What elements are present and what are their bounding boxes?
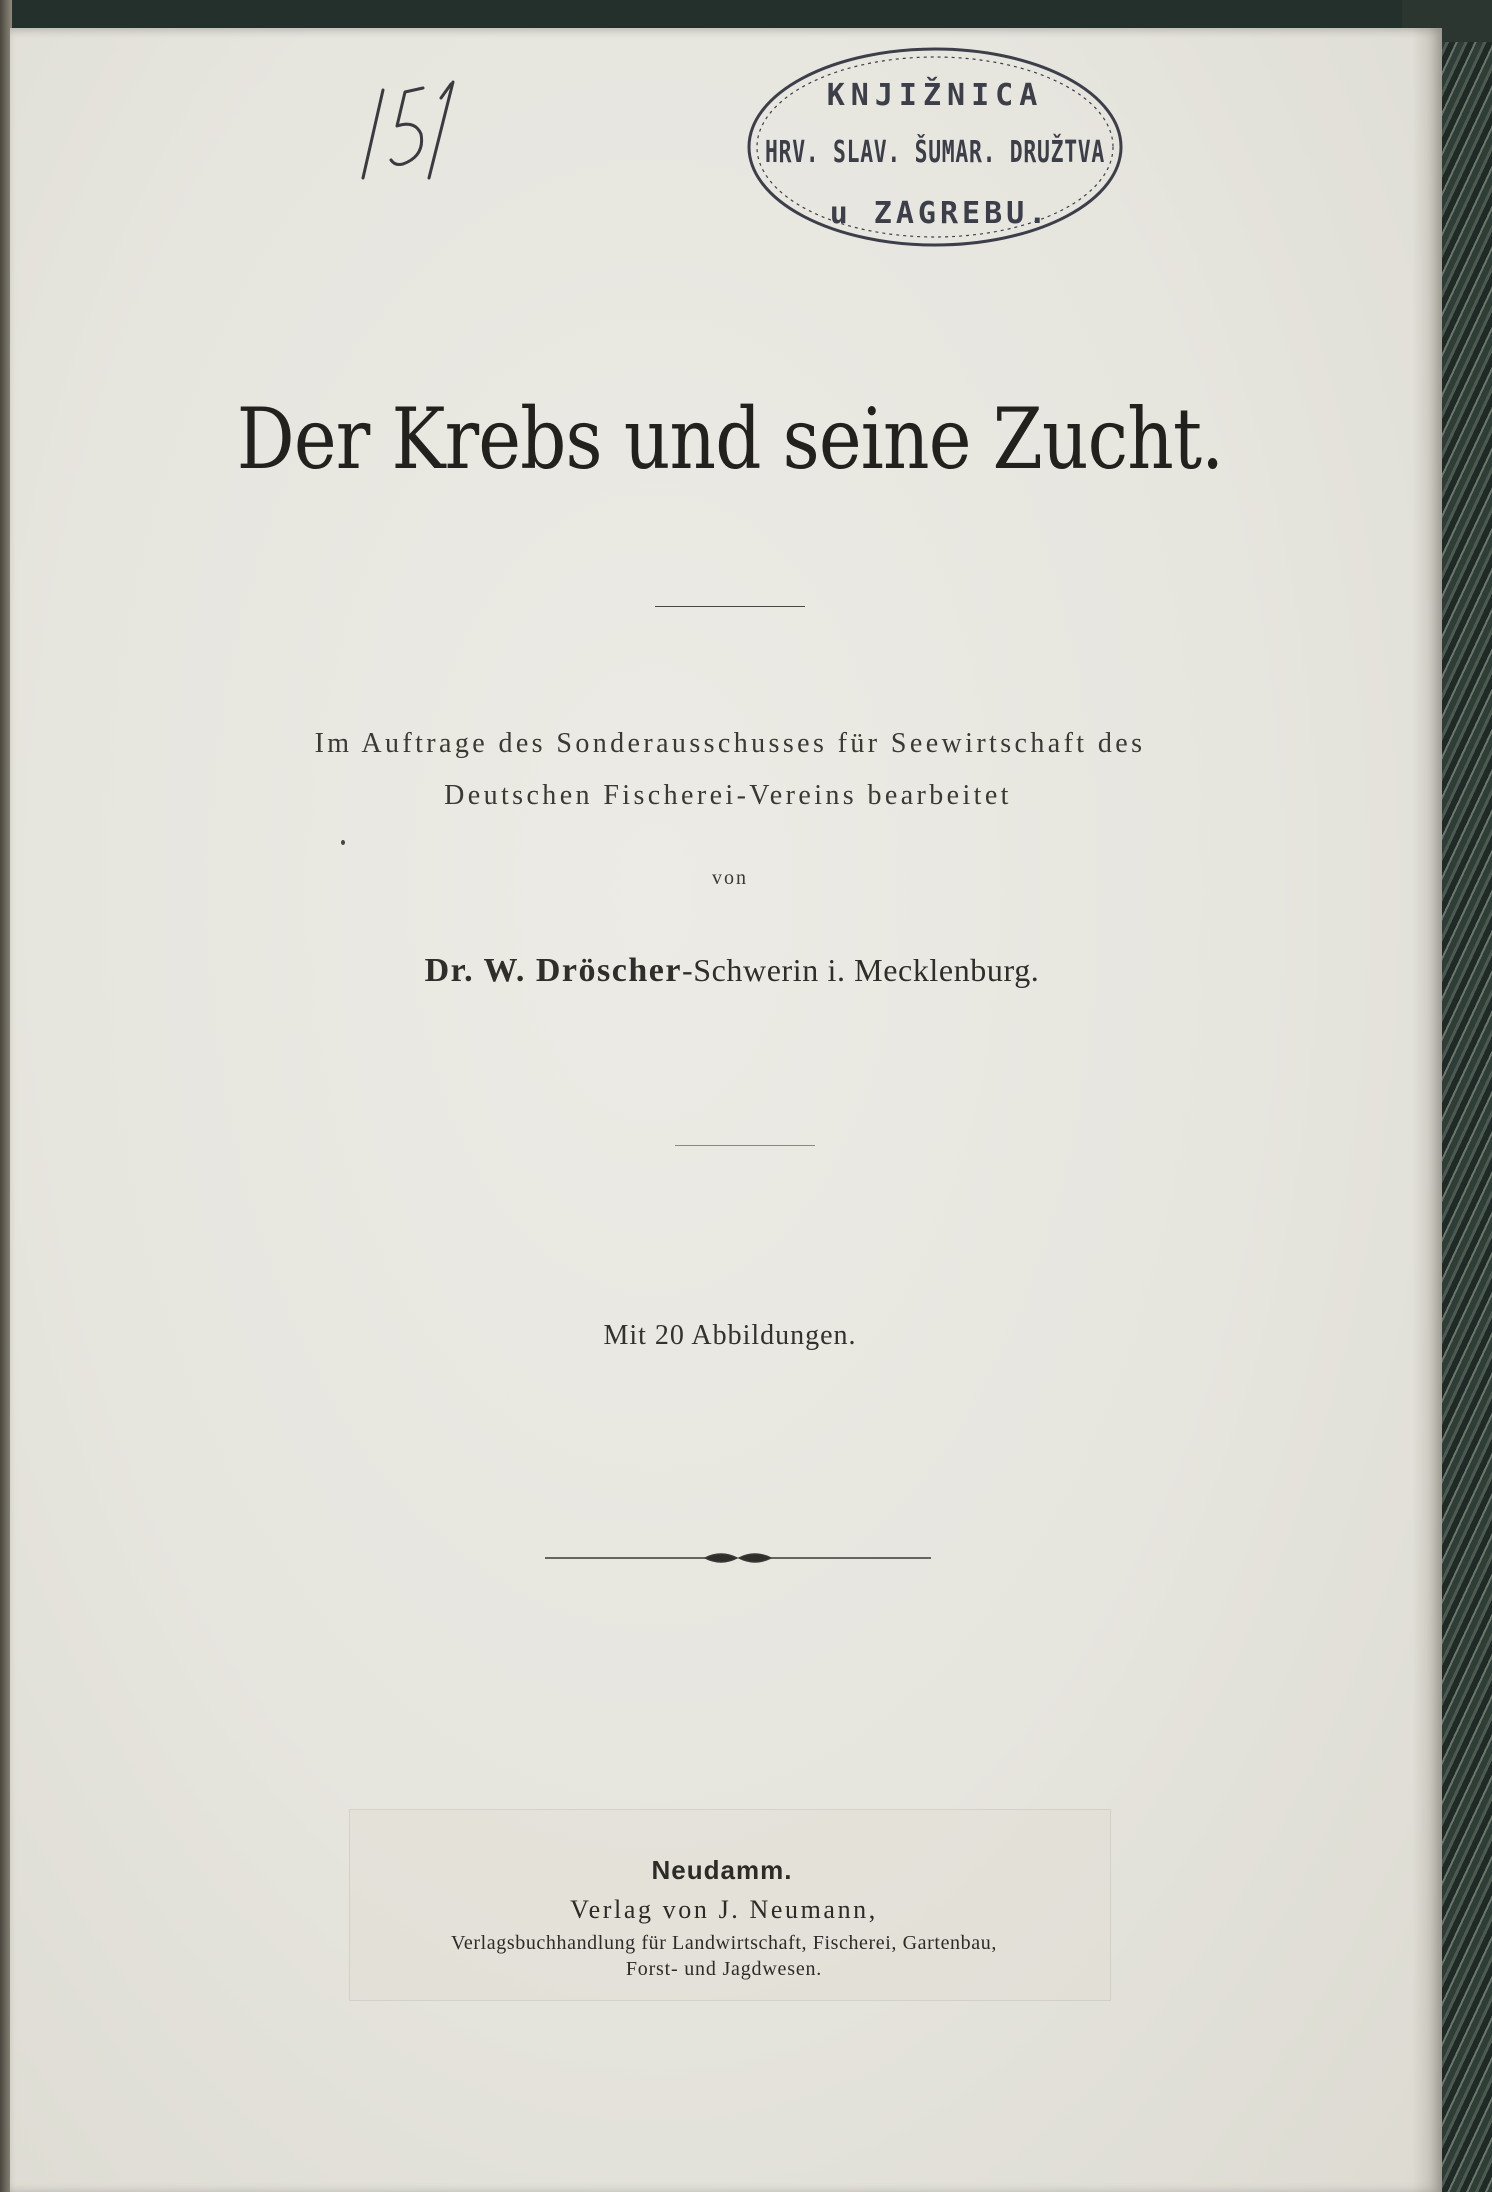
author-divider [675, 1145, 815, 1146]
author-line [2, 952, 1462, 990]
stamp-bottom-text: u ZAGREBU. [829, 196, 1051, 231]
imprint-publisher: Verlag von J. Neumann, [570, 1895, 878, 1924]
library-stamp [740, 35, 1242, 265]
author-place: -Schwerin i. Mecklenburg. [681, 952, 1040, 988]
title-divider [655, 606, 805, 607]
author-name: Dr. W. Dröscher [424, 952, 682, 989]
paper-speck [341, 840, 345, 845]
subtitle-line-1: Im Auftrage des Sonderausschusses für Seewirtschaft des [314, 728, 1146, 759]
stamp-top-text: KNJIŽNICA [826, 78, 1044, 113]
book-title: Der Krebs und seine Zucht. [236, 390, 1224, 488]
stamp-middle-text: HRV. SLAV. ŠUMAR. DRUŽTVA [765, 135, 1242, 170]
subtitle-line-2: Deutschen Fischerei-Vereins bearbeitet [444, 780, 1012, 811]
illustrations-note: Mit 20 Abbildungen. [603, 1320, 857, 1351]
byline-von: von [712, 867, 748, 889]
ornamental-rule [545, 1545, 931, 1571]
handwritten-shelf-mark [345, 60, 485, 190]
imprint-publisher-description-1: Verlagsbuchhandlung für Landwirtschaft, Fischerei, Gartenbau, [451, 1932, 997, 1954]
imprint-publisher-description-2: Forst- und Jagdwesen. [625, 1958, 823, 1980]
imprint-place: Neudamm. [651, 1855, 793, 1885]
